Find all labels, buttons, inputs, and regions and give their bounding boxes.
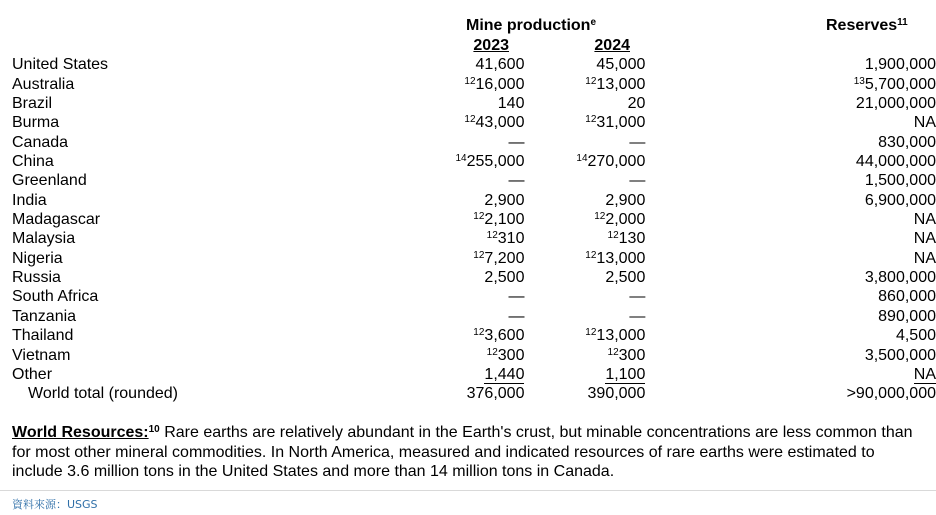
production-2024 — [538, 210, 645, 229]
production-2024 — [538, 74, 645, 93]
production-2024-value-wrap — [605, 268, 645, 287]
column-spacer — [524, 132, 538, 151]
column-spacer — [524, 365, 538, 384]
total-2024 — [538, 384, 645, 403]
column-spacer — [645, 190, 832, 209]
country-name: Madagascar — [12, 211, 101, 229]
production-2023-value: 2,100 — [484, 211, 525, 229]
column-spacer — [524, 306, 538, 325]
column-spacer — [524, 287, 538, 306]
production-2024-value-wrap — [608, 346, 646, 365]
production-2023-value-wrap — [508, 307, 524, 326]
reserves-value — [832, 190, 936, 209]
column-spacer — [524, 210, 538, 229]
production-2023-value-wrap — [487, 229, 525, 248]
production-2023 — [418, 113, 525, 132]
production-2023-footnote: 12 — [486, 230, 498, 242]
column-spacer — [524, 326, 538, 345]
production-2023 — [418, 287, 525, 306]
world-resources-footnote: 10 — [148, 424, 160, 435]
production-2024 — [538, 365, 645, 384]
production-2023-footnote: 12 — [486, 346, 498, 358]
reserves-value-value-wrap — [878, 287, 936, 306]
column-spacer — [645, 74, 832, 93]
reserves-value — [832, 152, 936, 171]
production-2024 — [538, 345, 645, 364]
country-name: Canada — [12, 133, 69, 151]
reserves-value-value: NA — [913, 114, 936, 132]
table-row — [12, 365, 936, 384]
total-reserves — [832, 384, 936, 403]
production-2023-value-wrap — [473, 326, 524, 345]
production-2024-value: 45,000 — [596, 56, 646, 74]
column-spacer — [645, 210, 832, 229]
production-2023-value: 1,440 — [484, 365, 525, 383]
production-2023 — [418, 248, 525, 267]
reserves-value-value: 1,500,000 — [864, 172, 936, 190]
reserves-value-value: 4,500 — [895, 327, 936, 345]
production-2024 — [538, 190, 645, 209]
production-2024-value: 2,900 — [605, 191, 646, 209]
reserves-value — [832, 94, 936, 113]
production-2024-value-wrap — [629, 287, 645, 306]
production-2023 — [418, 268, 525, 287]
reserves-value-value-wrap — [865, 55, 936, 74]
production-2023-value: 2,500 — [484, 269, 525, 287]
country-name: India — [12, 191, 47, 209]
column-spacer — [645, 365, 832, 384]
reserves-value-value: 3,500,000 — [864, 346, 936, 364]
reserves-value-value-wrap — [854, 75, 936, 94]
country-name: Greenland — [12, 172, 87, 190]
reserves-value-value-wrap — [914, 229, 936, 248]
total-reserves-value: >90,000,000 — [846, 385, 936, 403]
table-row — [12, 190, 936, 209]
country-name: Other — [12, 365, 53, 383]
column-spacer — [645, 268, 832, 287]
column-spacer — [524, 384, 538, 403]
source-caption: 資料來源：USGS — [12, 498, 98, 511]
column-spacer — [645, 229, 832, 248]
table-row — [12, 210, 936, 229]
table-row — [12, 94, 936, 113]
reserves-value — [832, 345, 936, 364]
total-reserves-value-wrap — [847, 384, 936, 403]
production-2023-value-wrap — [498, 94, 525, 113]
production-2024-value-wrap — [585, 113, 645, 132]
production-2024 — [538, 306, 645, 325]
table-row — [12, 248, 936, 267]
production-2024-value-wrap — [629, 171, 645, 190]
production-2024-value-wrap — [576, 152, 645, 171]
reserves-value-value: 6,900,000 — [864, 191, 936, 209]
table-row — [12, 229, 936, 248]
production-2023-value-wrap — [456, 152, 525, 171]
table-row — [12, 326, 936, 345]
reserves-value-value-wrap — [865, 191, 936, 210]
production-2024-value: 130 — [618, 230, 646, 248]
total-row — [12, 384, 936, 403]
production-2024 — [538, 94, 645, 113]
column-spacer — [524, 152, 538, 171]
column-spacer — [524, 248, 538, 267]
reserves-value — [832, 210, 936, 229]
production-2023 — [418, 210, 525, 229]
production-2024 — [538, 113, 645, 132]
production-2023 — [418, 345, 525, 364]
reserves-value-value: NA — [913, 365, 936, 383]
production-2023-value-wrap — [476, 55, 525, 74]
production-2023 — [418, 55, 525, 74]
production-2024-value: 31,000 — [596, 114, 646, 132]
column-spacer — [645, 94, 832, 113]
production-2023 — [418, 171, 525, 190]
production-2024-footnote: 12 — [585, 114, 597, 126]
year-2024-header: 2024 — [594, 37, 630, 54]
production-2024-value-wrap — [585, 326, 645, 345]
production-2024-footnote: 14 — [576, 153, 588, 165]
column-spacer — [524, 229, 538, 248]
country-name: South Africa — [12, 288, 99, 306]
country-name: Thailand — [12, 327, 74, 345]
production-2023-value: 43,000 — [475, 114, 525, 132]
country-name: Burma — [12, 114, 60, 132]
production-2024-value: 300 — [618, 346, 646, 364]
table-body — [12, 55, 936, 403]
reserves-value — [832, 326, 936, 345]
production-2024-footnote: 12 — [594, 211, 606, 223]
column-spacer — [645, 326, 832, 345]
reserves-footnote: 11 — [897, 17, 908, 28]
reserves-value-value-wrap — [914, 210, 936, 229]
production-2024 — [538, 132, 645, 151]
production-2024-value-wrap — [608, 229, 646, 248]
column-spacer — [645, 384, 832, 403]
total-2024-value-wrap — [588, 384, 646, 403]
column-spacer — [645, 248, 832, 267]
production-2024-value: — — [629, 172, 646, 190]
production-2024-value-wrap — [594, 210, 645, 229]
country-name: Nigeria — [12, 249, 63, 267]
reserves-value — [832, 365, 936, 384]
production-2023 — [418, 365, 525, 384]
total-2023-value: 376,000 — [466, 385, 525, 403]
table-row — [12, 268, 936, 287]
reserves-value-value: 890,000 — [878, 307, 936, 325]
reserves-value-value: 3,800,000 — [864, 269, 936, 287]
production-2023 — [418, 190, 525, 209]
production-2024-footnote: 12 — [585, 249, 597, 261]
production-2024-value-wrap — [605, 366, 645, 384]
column-spacer — [645, 287, 832, 306]
production-2023-footnote: 12 — [473, 211, 485, 223]
reserves-value — [832, 287, 936, 306]
column-spacer — [524, 171, 538, 190]
production-2023-footnote: 14 — [455, 153, 467, 165]
production-2023-value-wrap — [487, 346, 525, 365]
reserves-value-value: NA — [913, 249, 936, 267]
production-2023-footnote: 12 — [473, 327, 485, 339]
total-2023-value-wrap — [467, 384, 525, 403]
world-resources-label: World Resources: — [12, 424, 149, 441]
table-row — [12, 113, 936, 132]
production-2024-footnote: 12 — [607, 346, 619, 358]
production-2024-footnote: 12 — [607, 230, 619, 242]
production-2024-value: 2,000 — [605, 211, 646, 229]
reserves-value-value: 860,000 — [878, 288, 936, 306]
production-table — [12, 55, 936, 403]
production-2023 — [418, 152, 525, 171]
table-row — [12, 55, 936, 74]
production-2023-value-wrap — [484, 366, 524, 384]
column-spacer — [645, 345, 832, 364]
country-name: Vietnam — [12, 346, 71, 364]
mine-production-header — [466, 17, 596, 35]
column-spacer — [524, 190, 538, 209]
country-name: Russia — [12, 269, 61, 287]
production-2023-value: — — [508, 307, 525, 325]
column-spacer — [645, 306, 832, 325]
production-2023-value: — — [508, 133, 525, 151]
table-row — [12, 132, 936, 151]
production-2023-value: 41,600 — [475, 56, 525, 74]
production-2023 — [418, 94, 525, 113]
reserves-value — [832, 306, 936, 325]
year-2023-header: 2023 — [473, 37, 509, 54]
column-spacer — [524, 268, 538, 287]
production-2024-value: 2,500 — [605, 269, 646, 287]
production-2023-value: 7,200 — [484, 249, 525, 267]
production-2024-value-wrap — [629, 133, 645, 152]
column-spacer — [645, 171, 832, 190]
production-2024 — [538, 268, 645, 287]
country-name: United States — [12, 56, 109, 74]
production-2023-value-wrap — [464, 113, 524, 132]
column-spacer — [645, 152, 832, 171]
production-2023-footnote: 12 — [473, 249, 485, 261]
reserves-value-value: 1,900,000 — [864, 56, 936, 74]
production-2023-value: — — [508, 172, 525, 190]
production-2024-value-wrap — [585, 75, 645, 94]
table-row — [12, 306, 936, 325]
mine-production-footnote: e — [590, 17, 596, 28]
production-2024-value-wrap — [629, 307, 645, 326]
table-row — [12, 345, 936, 364]
production-2023-value-wrap — [484, 191, 524, 210]
production-2024-value-wrap — [605, 191, 645, 210]
production-2024-footnote: 12 — [585, 327, 597, 339]
column-spacer — [645, 55, 832, 74]
reserves-value-value-wrap — [856, 94, 936, 113]
production-2023-value-wrap — [464, 75, 524, 94]
column-spacer — [524, 74, 538, 93]
reserves-value — [832, 229, 936, 248]
production-2024-value: — — [629, 288, 646, 306]
production-2024 — [538, 326, 645, 345]
total-2024-value: 390,000 — [587, 385, 646, 403]
production-2023-value: 310 — [497, 230, 525, 248]
column-spacer — [524, 94, 538, 113]
production-2023-value: 16,000 — [475, 75, 525, 93]
production-2024-footnote: 12 — [585, 75, 597, 87]
production-2024 — [538, 55, 645, 74]
reserves-value-value-wrap — [878, 133, 936, 152]
reserves-header — [826, 17, 908, 35]
country-name: China — [12, 153, 54, 171]
reserves-value-value: NA — [913, 230, 936, 248]
production-2023 — [418, 326, 525, 345]
production-2023-value-wrap — [484, 268, 524, 287]
production-2023-footnote: 12 — [464, 75, 476, 87]
column-spacer — [645, 132, 832, 151]
production-2024-value-wrap — [596, 55, 645, 74]
country-name: Australia — [12, 75, 75, 93]
table-row — [12, 171, 936, 190]
production-2023-value-wrap — [508, 133, 524, 152]
reserves-value — [832, 268, 936, 287]
reserves-value — [832, 171, 936, 190]
production-2023-footnote: 12 — [464, 114, 476, 126]
table-row — [12, 74, 936, 93]
column-spacer — [524, 345, 538, 364]
reserves-value — [832, 113, 936, 132]
reserves-value — [832, 74, 936, 93]
reserves-value — [832, 248, 936, 267]
reserves-value-footnote: 13 — [853, 75, 865, 87]
reserves-value-value: 21,000,000 — [855, 95, 936, 113]
footer-divider — [0, 490, 936, 491]
reserves-value-value: 44,000,000 — [855, 153, 936, 171]
production-2024-value: 13,000 — [596, 249, 646, 267]
production-2024-value: 1,100 — [605, 365, 646, 383]
world-resources-text: Rare earths are relatively abundant in the Earth's crust, but minable concentrations are less common than for most other mineral commodities. In North America, measured and indicated resources of rare earths were estimated to include 3.6 million tons in the United States and more than 14 million tons in Canada. — [12, 424, 913, 480]
production-2024 — [538, 248, 645, 267]
production-2023-value: 140 — [497, 95, 525, 113]
reserves-value-value: 830,000 — [878, 133, 936, 151]
production-2024-value: 270,000 — [587, 153, 646, 171]
production-2023 — [418, 74, 525, 93]
reserves-value-value-wrap — [914, 113, 936, 132]
column-spacer — [645, 113, 832, 132]
production-2024 — [538, 171, 645, 190]
production-2023-value: 300 — [497, 346, 525, 364]
reserves-label: Reserves — [826, 17, 898, 34]
reserves-value — [832, 55, 936, 74]
reserves-value-value-wrap — [865, 346, 936, 365]
total-label: World total (rounded) — [28, 385, 178, 403]
reserves-value-value: 5,700,000 — [864, 75, 936, 93]
production-2024-value: 20 — [627, 95, 646, 113]
production-2024 — [538, 229, 645, 248]
reserves-value-value-wrap — [865, 171, 936, 190]
column-spacer — [524, 113, 538, 132]
production-2023-value-wrap — [508, 287, 524, 306]
production-2024-value: 13,000 — [596, 327, 646, 345]
reserves-value-value-wrap — [914, 366, 936, 384]
table-row — [12, 287, 936, 306]
total-2023 — [418, 384, 525, 403]
production-2023-value-wrap — [508, 171, 524, 190]
column-spacer — [524, 55, 538, 74]
reserves-value-value-wrap — [878, 307, 936, 326]
mine-production-label: Mine production — [466, 17, 591, 34]
production-2023-value: — — [508, 288, 525, 306]
production-2024-value-wrap — [585, 249, 645, 268]
production-2023-value: 3,600 — [484, 327, 525, 345]
production-2023-value-wrap — [473, 210, 524, 229]
production-2023-value: 2,900 — [484, 191, 525, 209]
production-2023-value-wrap — [473, 249, 524, 268]
country-name: Brazil — [12, 95, 53, 113]
reserves-value — [832, 132, 936, 151]
reserves-value-value: NA — [913, 211, 936, 229]
production-2023-value: 255,000 — [466, 153, 525, 171]
production-2024 — [538, 287, 645, 306]
table-row — [12, 152, 936, 171]
production-2024-value-wrap — [628, 94, 646, 113]
reserves-value-value-wrap — [856, 152, 936, 171]
production-2023 — [418, 132, 525, 151]
country-name: Malaysia — [12, 230, 76, 248]
production-2023 — [418, 306, 525, 325]
reserves-value-value-wrap — [865, 268, 936, 287]
production-2024 — [538, 152, 645, 171]
production-2024-value: — — [629, 133, 646, 151]
reserves-value-value-wrap — [896, 326, 936, 345]
production-2024-value: — — [629, 307, 646, 325]
production-2023 — [418, 229, 525, 248]
reserves-value-value-wrap — [914, 249, 936, 268]
production-2024-value: 13,000 — [596, 75, 646, 93]
world-resources-paragraph — [12, 423, 917, 482]
country-name: Tanzania — [12, 307, 77, 325]
